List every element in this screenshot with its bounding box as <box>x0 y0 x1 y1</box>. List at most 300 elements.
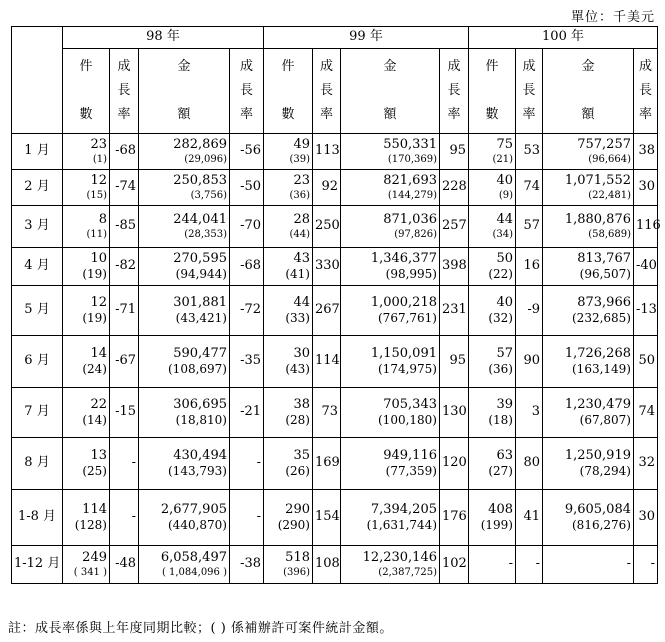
count-growth-cell: - <box>110 438 139 490</box>
header-char: 數 <box>281 107 295 122</box>
amount-cell <box>341 490 440 546</box>
count-cell <box>264 206 313 248</box>
amount-sub-value: (58,689) <box>588 228 631 240</box>
amount-value: 1,000,218 <box>370 294 437 310</box>
header-char: 件 <box>485 59 499 74</box>
count-sub-value: (36) <box>488 361 513 376</box>
count-cell <box>264 490 313 546</box>
amount-value: 757,257 <box>577 136 631 152</box>
count-cell <box>264 170 313 206</box>
amount-cell <box>543 438 634 490</box>
amount-growth-header-y100 <box>634 49 658 134</box>
amount-cell <box>341 134 440 170</box>
count-cell <box>63 286 110 336</box>
corner-cell <box>12 27 63 134</box>
amount-cell <box>139 546 230 584</box>
amount-sub-value: (97,826) <box>394 228 437 240</box>
year-header-100: 100 年 <box>469 27 658 49</box>
header-char: 長 <box>239 83 253 98</box>
amount-growth-cell: 95 <box>440 336 469 388</box>
amount-sub-value: (1,631,744) <box>366 517 437 532</box>
amount-growth-cell: 130 <box>440 388 469 438</box>
count-sub-value: (290) <box>277 517 310 532</box>
amount-value: 6,058,497 <box>160 549 227 565</box>
amount-cell <box>341 336 440 388</box>
count-value: 44 <box>293 294 310 310</box>
amount-growth-cell: -35 <box>230 336 264 388</box>
amount-growth-cell: -50 <box>230 170 264 206</box>
amount-cell <box>341 438 440 490</box>
table-row <box>12 134 658 170</box>
amount-sub-value: (108,697) <box>168 361 227 376</box>
year-header-98: 98 年 <box>63 27 264 49</box>
amount-growth-cell: -13 <box>634 286 658 336</box>
count-sub-value: (33) <box>285 310 310 325</box>
amount-cell <box>543 134 634 170</box>
count-cell <box>469 336 516 388</box>
count-growth-cell: -67 <box>110 336 139 388</box>
header-char: 長 <box>522 83 536 98</box>
count-value: 10 <box>90 250 107 266</box>
amount-cell <box>139 206 230 248</box>
amount-cell <box>139 286 230 336</box>
count-growth-cell: 41 <box>516 490 543 546</box>
amount-sub-value: (18,810) <box>175 412 227 427</box>
amount-growth-cell: 30 <box>634 490 658 546</box>
amount-value: 949,116 <box>383 447 437 463</box>
amount-value: - <box>626 555 631 571</box>
amount-growth-cell: 32 <box>634 438 658 490</box>
count-sub-value: (25) <box>82 463 107 478</box>
table-row <box>12 388 658 438</box>
amount-sub-value: (144,279) <box>387 189 437 201</box>
amount-sub-value: (77,359) <box>385 463 437 478</box>
amount-value: 550,331 <box>383 136 437 152</box>
count-cell <box>264 336 313 388</box>
amount-growth-cell: -40 <box>634 248 658 286</box>
header-char: 長 <box>639 83 653 98</box>
amount-growth-cell: 116 <box>634 206 658 248</box>
header-char: 數 <box>485 107 499 122</box>
amount-value: 1,071,552 <box>564 172 631 188</box>
amount-sub-value: (2,387,725) <box>378 566 437 578</box>
count-value: - <box>508 555 513 571</box>
count-sub-value: (128) <box>74 517 107 532</box>
count-cell <box>469 388 516 438</box>
count-value: 290 <box>285 501 310 517</box>
header-char: 額 <box>383 107 397 122</box>
amount-growth-cell: 30 <box>634 170 658 206</box>
amount-cell <box>341 248 440 286</box>
amount-growth-cell: - <box>230 438 264 490</box>
amount-growth-cell: 231 <box>440 286 469 336</box>
count-growth-cell: -68 <box>110 134 139 170</box>
row-label: 1-8 月 <box>12 490 63 546</box>
count-value: 12 <box>90 172 107 188</box>
year-header-99: 99 年 <box>264 27 469 49</box>
amount-growth-cell: 176 <box>440 490 469 546</box>
table-row <box>12 170 658 206</box>
amount-cell <box>139 336 230 388</box>
amount-growth-cell: -68 <box>230 248 264 286</box>
amount-sub-value: (29,096) <box>184 153 227 165</box>
amount-growth-cell: -21 <box>230 388 264 438</box>
row-label: 1-12 月 <box>12 546 63 584</box>
amount-growth-cell: -38 <box>230 546 264 584</box>
investment-table <box>11 26 661 584</box>
amount-growth-cell: -56 <box>230 134 264 170</box>
amount-value: 282,869 <box>173 136 227 152</box>
header-char: 長 <box>319 83 333 98</box>
row-label: 1 月 <box>12 134 63 170</box>
amount-growth-cell: 50 <box>634 336 658 388</box>
amount-growth-cell: 120 <box>440 438 469 490</box>
count-sub-value: (28) <box>285 412 310 427</box>
count-cell <box>264 388 313 438</box>
count-growth-cell: 113 <box>313 134 341 170</box>
amount-sub-value: (170,369) <box>387 153 437 165</box>
amount-value: 873,966 <box>577 294 631 310</box>
amount-sub-value: (440,870) <box>168 517 227 532</box>
amount-sub-value: (163,149) <box>572 361 631 376</box>
count-header-y100 <box>469 49 516 134</box>
header-char: 件 <box>281 59 295 74</box>
count-sub-value: (19) <box>82 310 107 325</box>
count-sub-value: (11) <box>86 228 107 240</box>
count-growth-cell: -9 <box>516 286 543 336</box>
count-sub-value: (199) <box>480 517 513 532</box>
count-value: 44 <box>496 211 513 227</box>
count-growth-cell: 250 <box>313 206 341 248</box>
amount-value: 1,726,268 <box>564 345 631 361</box>
amount-sub-value: (816,276) <box>572 517 631 532</box>
amount-growth-cell: -70 <box>230 206 264 248</box>
header-char: 金 <box>383 59 397 74</box>
header-char: 率 <box>239 107 253 122</box>
amount-sub-value: (78,294) <box>579 463 631 478</box>
amount-growth-cell: 74 <box>634 388 658 438</box>
count-sub-value: (15) <box>86 189 107 201</box>
row-label: 2 月 <box>12 170 63 206</box>
amount-value: 1,230,479 <box>564 396 631 412</box>
amount-growth-header-y98 <box>230 49 264 134</box>
amount-sub-value: (67,807) <box>579 412 631 427</box>
count-cell <box>264 286 313 336</box>
count-sub-value: (21) <box>492 153 513 165</box>
count-growth-cell: 3 <box>516 388 543 438</box>
count-value: 50 <box>496 250 513 266</box>
count-growth-cell: -48 <box>110 546 139 584</box>
count-growth-cell: - <box>516 546 543 584</box>
table-row <box>12 490 658 546</box>
count-sub-value: (36) <box>289 189 310 201</box>
amount-cell <box>341 286 440 336</box>
count-value: 249 <box>82 549 107 565</box>
count-cell <box>469 438 516 490</box>
year-header-row <box>12 27 658 49</box>
count-cell <box>63 490 110 546</box>
count-value: 57 <box>496 345 513 361</box>
count-cell <box>469 206 516 248</box>
row-label: 4 月 <box>12 248 63 286</box>
count-cell <box>63 206 110 248</box>
table-row <box>12 336 658 388</box>
count-cell <box>469 170 516 206</box>
header-char: 額 <box>581 107 595 122</box>
amount-value: 1,346,377 <box>370 250 437 266</box>
count-growth-cell: 57 <box>516 206 543 248</box>
amount-sub-value: (100,180) <box>378 412 437 427</box>
count-growth-cell: -15 <box>110 388 139 438</box>
amount-cell <box>139 388 230 438</box>
count-sub-value: (1) <box>92 153 107 165</box>
count-growth-header-y100 <box>516 49 543 134</box>
amount-sub-value: (94,944) <box>175 266 227 281</box>
amount-value: 813,767 <box>577 250 631 266</box>
count-value: 14 <box>90 345 107 361</box>
count-header-y99 <box>264 49 313 134</box>
count-growth-cell: 267 <box>313 286 341 336</box>
count-sub-value: (9) <box>498 189 513 201</box>
amount-value: 1,150,091 <box>370 345 437 361</box>
amount-cell <box>543 388 634 438</box>
count-growth-cell: -74 <box>110 170 139 206</box>
count-sub-value: (22) <box>488 266 513 281</box>
amount-growth-cell: 228 <box>440 170 469 206</box>
amount-cell <box>543 248 634 286</box>
count-sub-value: (43) <box>285 361 310 376</box>
count-value: 75 <box>496 136 513 152</box>
header-char: 件 <box>79 59 93 74</box>
count-growth-header-y99 <box>313 49 341 134</box>
amount-sub-value: (174,975) <box>378 361 437 376</box>
amount-cell <box>139 438 230 490</box>
count-cell <box>469 546 516 584</box>
amount-cell <box>139 490 230 546</box>
count-cell <box>63 134 110 170</box>
count-value: 8 <box>98 211 107 227</box>
amount-sub-value: (3,756) <box>190 189 227 201</box>
amount-value: 270,595 <box>173 250 227 266</box>
header-char: 數 <box>79 107 93 122</box>
header-char: 率 <box>117 107 131 122</box>
amount-sub-value: (96,664) <box>588 153 631 165</box>
amount-value: 244,041 <box>173 211 227 227</box>
table-row <box>12 248 658 286</box>
amount-value: 12,230,146 <box>362 549 437 565</box>
amount-value: 1,880,876 <box>564 211 631 227</box>
table-row <box>12 546 658 584</box>
amount-sub-value: (767,761) <box>378 310 437 325</box>
header-char: 成 <box>639 59 653 74</box>
amount-growth-cell: - <box>230 490 264 546</box>
count-value: 39 <box>496 396 513 412</box>
row-label: 8 月 <box>12 438 63 490</box>
count-value: 13 <box>90 447 107 463</box>
count-cell <box>63 388 110 438</box>
amount-sub-value: (96,507) <box>579 266 631 281</box>
count-sub-value: (32) <box>488 310 513 325</box>
count-growth-header-y98 <box>110 49 139 134</box>
header-char: 率 <box>522 107 536 122</box>
amount-value: 250,853 <box>173 172 227 188</box>
row-label: 6 月 <box>12 336 63 388</box>
amount-value: 590,477 <box>173 345 227 361</box>
amount-cell <box>543 286 634 336</box>
amount-growth-cell: 38 <box>634 134 658 170</box>
header-char: 率 <box>319 107 333 122</box>
footnote: 註：成長率係與上年度同期比較；( ) 係補辦許可案件統計金額。 <box>8 621 393 636</box>
count-sub-value: (39) <box>289 153 310 165</box>
count-growth-cell: 114 <box>313 336 341 388</box>
count-value: 49 <box>293 136 310 152</box>
count-value: 23 <box>293 172 310 188</box>
amount-value: 821,693 <box>383 172 437 188</box>
amount-value: 705,343 <box>383 396 437 412</box>
count-value: 38 <box>293 396 310 412</box>
header-char: 金 <box>177 59 191 74</box>
count-value: 12 <box>90 294 107 310</box>
count-cell <box>264 438 313 490</box>
row-label: 7 月 <box>12 388 63 438</box>
count-cell <box>264 546 313 584</box>
count-cell <box>63 546 110 584</box>
count-growth-cell: 330 <box>313 248 341 286</box>
amount-sub-value: (232,685) <box>572 310 631 325</box>
count-value: 63 <box>496 447 513 463</box>
count-value: 40 <box>496 172 513 188</box>
row-label: 5 月 <box>12 286 63 336</box>
amount-cell <box>543 490 634 546</box>
count-value: 30 <box>293 345 310 361</box>
count-cell <box>63 336 110 388</box>
count-cell <box>264 134 313 170</box>
count-growth-cell: 154 <box>313 490 341 546</box>
count-growth-cell: -85 <box>110 206 139 248</box>
amount-value: 7,394,205 <box>370 501 437 517</box>
amount-header-y99 <box>341 49 440 134</box>
count-value: 22 <box>90 396 107 412</box>
count-value: 35 <box>293 447 310 463</box>
row-label: 3 月 <box>12 206 63 248</box>
amount-cell <box>139 170 230 206</box>
count-value: 114 <box>82 501 107 517</box>
amount-value: 2,677,905 <box>160 501 227 517</box>
count-growth-cell: 92 <box>313 170 341 206</box>
count-cell <box>63 170 110 206</box>
amount-cell <box>543 546 634 584</box>
unit-label: 單位：千美元 <box>570 10 655 25</box>
count-cell <box>264 248 313 286</box>
amount-growth-cell: 398 <box>440 248 469 286</box>
header-char: 成 <box>117 59 131 74</box>
amount-header-y98 <box>139 49 230 134</box>
count-cell <box>63 248 110 286</box>
amount-cell <box>543 336 634 388</box>
count-sub-value: (27) <box>488 463 513 478</box>
amount-value: 871,036 <box>383 211 437 227</box>
count-cell <box>469 286 516 336</box>
count-value: 408 <box>488 501 513 517</box>
amount-cell <box>341 388 440 438</box>
amount-cell <box>341 546 440 584</box>
count-sub-value: (14) <box>82 412 107 427</box>
amount-cell <box>341 206 440 248</box>
amount-cell <box>139 134 230 170</box>
count-cell <box>469 248 516 286</box>
amount-sub-value: (143,793) <box>168 463 227 478</box>
amount-growth-cell: 257 <box>440 206 469 248</box>
amount-sub-value: (22,481) <box>588 189 631 201</box>
amount-cell <box>139 248 230 286</box>
amount-value: 430,494 <box>173 447 227 463</box>
amount-sub-value: (28,353) <box>184 228 227 240</box>
amount-growth-cell: 95 <box>440 134 469 170</box>
column-header-row <box>12 49 658 134</box>
count-value: 40 <box>496 294 513 310</box>
count-growth-cell: -71 <box>110 286 139 336</box>
count-growth-cell: 73 <box>313 388 341 438</box>
count-cell <box>469 490 516 546</box>
count-sub-value: (396) <box>283 566 310 578</box>
count-sub-value: (18) <box>488 412 513 427</box>
count-header-y98 <box>63 49 110 134</box>
table-row <box>12 206 658 248</box>
count-value: 23 <box>90 136 107 152</box>
count-growth-cell: 74 <box>516 170 543 206</box>
header-char: 金 <box>581 59 595 74</box>
count-cell <box>469 134 516 170</box>
count-sub-value: ( 341 ) <box>73 566 107 578</box>
header-char: 長 <box>447 83 461 98</box>
amount-growth-cell: -72 <box>230 286 264 336</box>
count-sub-value: (19) <box>82 266 107 281</box>
count-sub-value: (24) <box>82 361 107 376</box>
table-row <box>12 438 658 490</box>
header-char: 成 <box>239 59 253 74</box>
table-row <box>12 286 658 336</box>
count-growth-cell: 108 <box>313 546 341 584</box>
amount-value: 301,881 <box>173 294 227 310</box>
amount-sub-value: (43,421) <box>175 310 227 325</box>
count-cell <box>63 438 110 490</box>
count-sub-value: (34) <box>492 228 513 240</box>
count-growth-cell: 169 <box>313 438 341 490</box>
count-sub-value: (26) <box>285 463 310 478</box>
count-growth-cell: 53 <box>516 134 543 170</box>
amount-cell <box>543 170 634 206</box>
header-char: 長 <box>117 83 131 98</box>
amount-sub-value: ( 1,084,096 ) <box>161 566 227 578</box>
header-char: 成 <box>319 59 333 74</box>
amount-header-y100 <box>543 49 634 134</box>
amount-cell <box>341 170 440 206</box>
header-char: 率 <box>447 107 461 122</box>
header-char: 額 <box>177 107 191 122</box>
count-sub-value: (41) <box>285 266 310 281</box>
header-char: 率 <box>639 107 653 122</box>
count-value: 28 <box>293 211 310 227</box>
count-sub-value: (44) <box>289 228 310 240</box>
amount-sub-value: (98,995) <box>385 266 437 281</box>
amount-growth-header-y99 <box>440 49 469 134</box>
header-char: 成 <box>522 59 536 74</box>
count-growth-cell: - <box>110 490 139 546</box>
count-growth-cell: 80 <box>516 438 543 490</box>
amount-value: 9,605,084 <box>564 501 631 517</box>
amount-growth-cell: - <box>634 546 658 584</box>
count-value: 43 <box>293 250 310 266</box>
